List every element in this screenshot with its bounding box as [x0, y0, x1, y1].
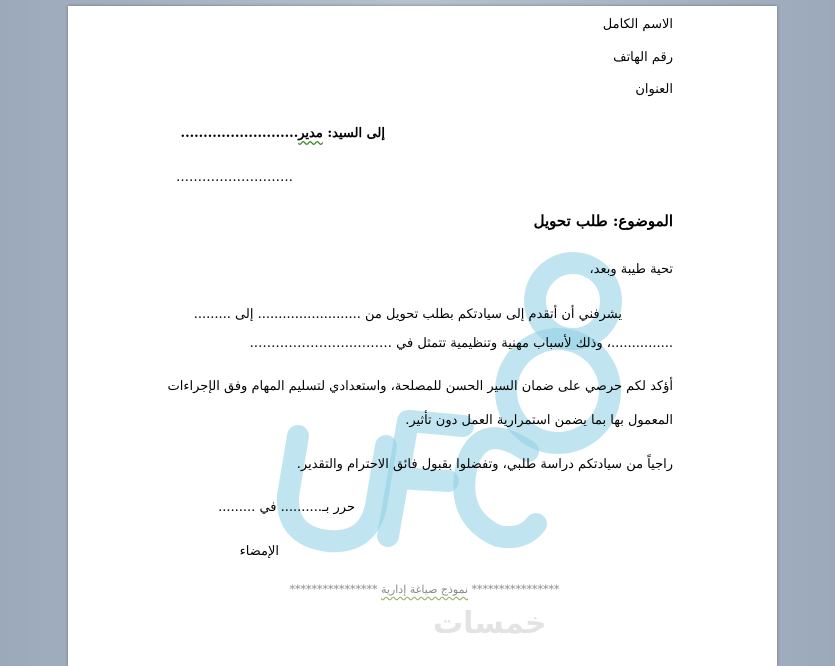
closing-text: راجياً من سيادتكم دراسة طلبي، وتفضلوا بقبول فائق الاحترام والتقدير.	[296, 457, 673, 472]
address-label: العنوان	[635, 82, 673, 97]
signature-label: الإمضاء	[239, 544, 279, 559]
footer-stars-right: ****************	[471, 583, 560, 596]
full-name-label: الاسم الكامل	[602, 17, 673, 32]
recipient-label: إلى السيد:	[327, 126, 385, 141]
body-line-1: يشرفني أن أتقدم إلى سيادتكم بطلب تحويل من ......................... إلى .........	[193, 307, 622, 322]
phone-label: رقم الهاتف	[613, 50, 673, 65]
body-para2-line-2: المعمول بها بما يضمن استمرارية العمل دون تأثير.	[405, 413, 673, 428]
recipient-dots-line2: ………………………	[176, 170, 293, 185]
footer-stars-left: ****************	[289, 583, 378, 596]
body-para2-line-1: أؤكد لكم حرصي على ضمان السير الحسن للمصلحة، واستعدادي لتسليم المهام وفق الإجراءات	[167, 379, 673, 394]
footer-caption-line	[262, 583, 587, 596]
place-date-line: حرر بـ.......... في .........	[218, 500, 355, 515]
recipient-title: مدير	[298, 126, 323, 141]
recipient-dots: ..........................	[180, 126, 299, 141]
watermark-text: خمسات	[433, 606, 547, 641]
recipient-line	[181, 126, 385, 141]
footer-caption: نموذج صياغة إدارية	[380, 583, 469, 596]
subject-heading: الموضوع: طلب تحويل	[533, 212, 673, 230]
greeting-text: تحية طيبة وبعد،	[589, 262, 673, 277]
body-line-2: ...............، وذلك لأسباب مهنية وتنظيمية تتمثل في ………..………………….	[249, 336, 673, 351]
